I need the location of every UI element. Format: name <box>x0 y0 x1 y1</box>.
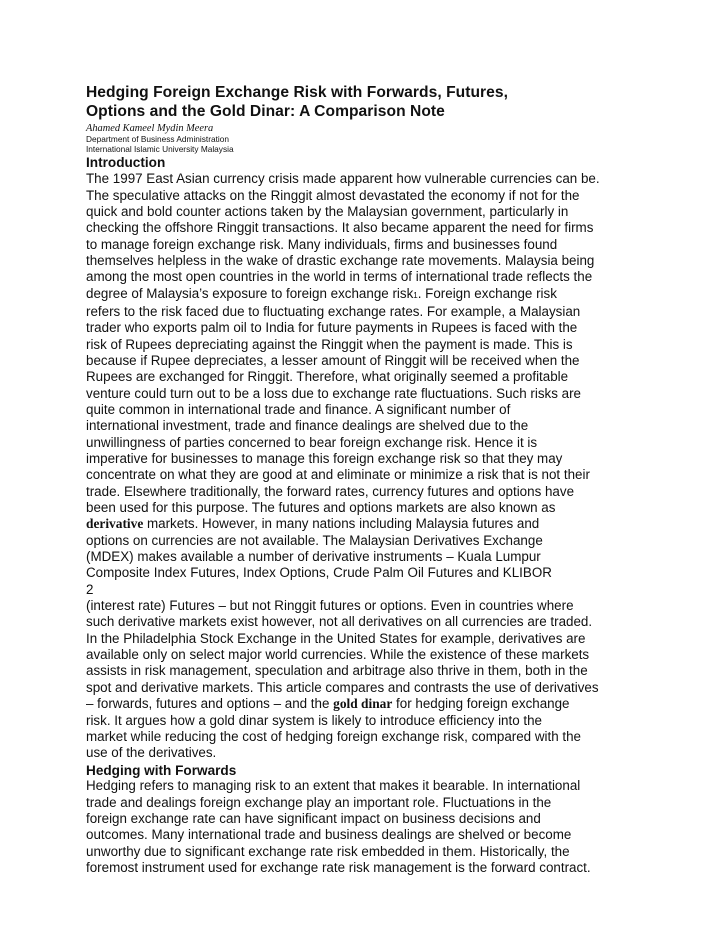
text-line: themselves helpless in the wake of drastic exchange rate movements. Malaysia being <box>86 252 595 268</box>
emphasized-term: gold dinar <box>333 696 393 712</box>
text-line: unwillingness of parties concerned to bear foreign exchange risk. Hence it is <box>86 434 538 450</box>
text-line: available only on select major world currencies. While the existence of these markets <box>86 647 590 663</box>
paper-content <box>86 84 646 876</box>
text-line: In the Philadelphia Stock Exchange in the United States for example, derivatives are <box>86 630 586 646</box>
text-line: trade. Elsewhere traditionally, the forward rates, currency futures and options have <box>86 483 575 499</box>
text-line: Hedging refers to managing risk to an extent that makes it bearable. In international <box>86 778 581 794</box>
text-line: (interest rate) Futures – but not Ringgit futures or options. Even in countries where <box>86 598 574 614</box>
text-line: options on currencies are not available. The Malaysian Derivatives Exchange <box>86 532 543 548</box>
text-line: quick and bold counter actions taken by the Malaysian government, particularly in <box>86 203 569 219</box>
text-line: foreign exchange rate can have significant impact on business decisions and <box>86 811 541 827</box>
text-line: concentrate on what they are good at and eliminate or minimize a risk that is not their <box>86 467 590 483</box>
text-line: to manage foreign exchange risk. Many individuals, firms and businesses found <box>86 236 558 252</box>
title-line: Options and the Gold Dinar: A Comparison Note <box>86 102 445 120</box>
text-line: checking the offshore Ringgit transactions. It also became apparent the need for firms <box>86 220 594 236</box>
author-name: Ahamed Kameel Mydin Meera <box>86 123 214 135</box>
text-line: Rupees are exchanged for Ringgit. Therefore, what originally seemed a profitable <box>86 369 569 385</box>
affiliation-line: Department of Business Administration <box>86 134 229 145</box>
author-affiliation <box>86 135 646 154</box>
text-line: refers to the risk faced due to fluctuating exchange rates. For example, a Malaysian <box>86 303 581 319</box>
text-line: among the most open countries in the world in terms of international trade reflects the <box>86 269 593 285</box>
text-line: spot and derivative markets. This article compares and contrasts the use of derivatives <box>86 679 599 695</box>
paper-title <box>86 84 646 121</box>
text-run: markets. However, in many nations including Malaysia futures and <box>143 516 540 532</box>
text-line: outcomes. Many international trade and business dealings are shelved or become <box>86 827 572 843</box>
text-line: Composite Index Futures, Index Options, Crude Palm Oil Futures and KLIBOR <box>86 565 552 581</box>
text-line: been used for this purpose. The futures and options markets are also known as <box>86 500 556 516</box>
section-heading-introduction: Introduction <box>86 155 166 171</box>
text-run: – forwards, futures and options – and the <box>86 696 334 712</box>
text-line: because if Rupee depreciates, a lesser amount of Ringgit will be received when the <box>86 352 580 368</box>
text-run: degree of Malaysia’s exposure to foreign exchange risk <box>86 285 414 301</box>
text-line: assists in risk management, speculation and arbitrage also thrive in them, both in the <box>86 663 588 679</box>
text-line: venture could turn out to be a loss due to exchange rate fluctuations. Such risks are <box>86 385 582 401</box>
text-line: market while reducing the cost of hedging foreign exchange risk, compared with the <box>86 728 581 744</box>
text-line <box>86 516 646 532</box>
text-line: such derivative markets exist however, not all derivatives on all currencies are traded. <box>86 614 593 630</box>
text-line: use of the derivatives. <box>86 745 217 761</box>
text-line: The 1997 East Asian currency crisis made apparent how vulnerable currencies can be. <box>86 171 600 187</box>
section-body-hedging-with-forwards <box>86 778 646 876</box>
text-line: unworthy due to significant exchange rate risk embedded in them. Historically, the <box>86 843 570 859</box>
text-line: risk. It argues how a gold dinar system is likely to introduce efficiency into the <box>86 712 542 728</box>
text-line <box>86 286 646 304</box>
text-line: trade and dealings foreign exchange play an important role. Fluctuations in the <box>86 794 552 810</box>
emphasized-term: derivative <box>86 516 144 532</box>
text-line <box>86 696 646 712</box>
text-line: trader who exports palm oil to India for future payments in Rupees is faced with the <box>86 320 578 336</box>
text-line: (MDEX) makes available a number of derivative instruments – Kuala Lumpur <box>86 549 541 565</box>
title-line: Hedging Foreign Exchange Risk with Forwards, Futures, <box>86 84 509 101</box>
text-line: international investment, trade and finance dealings are shelved due to the <box>86 418 529 434</box>
footnote-marker: 1 <box>413 290 418 300</box>
text-line: imperative for businesses to manage this foreign exchange risk so that they may <box>86 451 563 467</box>
text-run: for hedging foreign exchange <box>392 696 570 712</box>
text-line: 2 <box>86 581 94 597</box>
section-heading-hedging-with-forwards: Hedging with Forwards <box>86 762 237 778</box>
text-line: foremost instrument used for exchange rate risk management is the forward contract. <box>86 860 591 876</box>
text-run: . Foreign exchange risk <box>417 285 557 301</box>
text-line: quite common in international trade and finance. A significant number of <box>86 401 511 417</box>
section-body-introduction <box>86 171 646 761</box>
text-line: risk of Rupees depreciating against the Ringgit when the payment is made. This is <box>86 336 573 352</box>
affiliation-line: International Islamic University Malaysia <box>86 143 234 154</box>
text-line: The speculative attacks on the Ringgit almost devastated the economy if not for the <box>86 187 580 203</box>
